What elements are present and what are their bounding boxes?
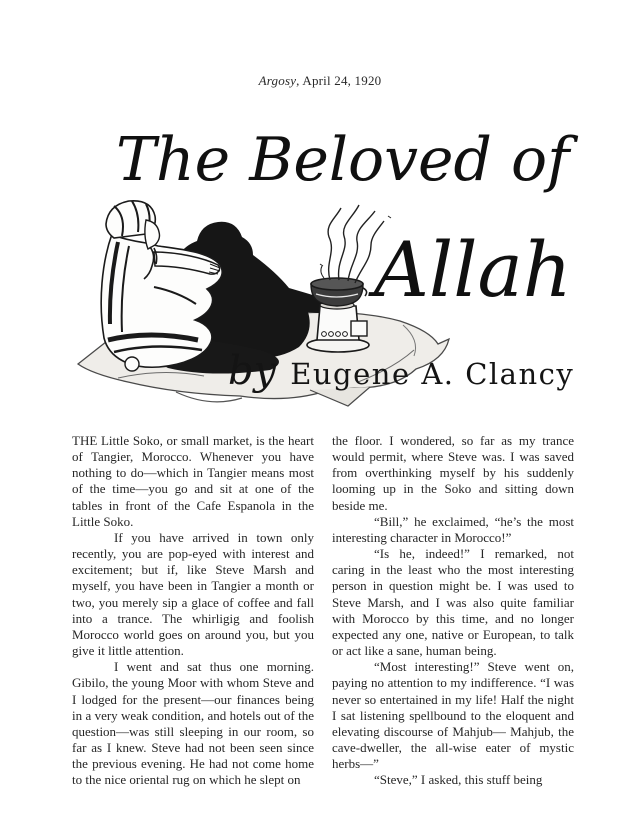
knee <box>125 357 139 371</box>
byline-author: Eugene A. Clancy <box>290 357 575 391</box>
story-title-line1: The Beloved of <box>116 125 570 195</box>
text-column-right <box>332 433 574 788</box>
issue-date: , April 24, 1920 <box>296 73 382 88</box>
smoke-drawing <box>320 205 391 283</box>
paragraph: “Bill,” he exclaimed, “he’s the most interesting character in Morocco!” <box>332 513 574 545</box>
paragraph: “Most interesting!” Steve went on, paying no attention to my indifference. “I was never so entertained in my life! Half the night I sat listening spellbound to the eloquent and elevating discourse of Mahjub— Mahjub, the cave-dweller, the all-wise eater of mystic herbs—” <box>332 659 574 772</box>
byline <box>228 348 574 394</box>
turbaned-man-drawing <box>101 201 222 371</box>
face <box>145 220 160 249</box>
story-title-line2: Allah <box>374 225 572 314</box>
paragraph: “Is he, indeed!” I remarked, not caring in the least who the most interesting person in question might be. I was used to Steve Marsh, and I was also quite familiar with Morocco by this time, and no longer expected any one, native or European, to talk or act like a sane, human being. <box>332 546 574 659</box>
masthead <box>0 73 640 89</box>
paragraph: I went and sat thus one morning. Gibilo, the young Moor with whom Steve and I lodged for the present—our finances being in a very weak condition, and hotels out of the question—was still sleeping in our room, so far as I knew. Steve had not been seen since the previous evening. He had not come home to the nice oriental rug on which he slept on <box>72 659 314 788</box>
byline-by-word: by <box>228 348 277 394</box>
text-column-left <box>72 433 314 788</box>
paragraph: THE Little Soko, or small market, is the heart of Tangier, Morocco. Whenever you have nothing to do—which in Tangier means most of the time—you go and sit at one of the tables in front of the Cafe Espanola in the Little Soko. <box>72 433 314 529</box>
paragraph: If you have arrived in town only recently, you are pop-eyed with interest and excitement; but if, like Steve Marsh and myself, you have been in Tangier a month or two, you merely sip a glace of coffee and fall into a trance. The whirligig and foolish Morocco world goes on around you, but you give it little attention. <box>72 529 314 659</box>
story-text <box>72 433 574 788</box>
paragraph: the floor. I wondered, so far as my trance would permit, where Steve was. I was saved from overthinking myself by his suddenly looming up in the Soko and sitting down beside me. <box>332 433 574 513</box>
magazine-name: Argosy <box>258 73 297 88</box>
paragraph: “Steve,” I asked, this stuff being <box>374 772 543 788</box>
